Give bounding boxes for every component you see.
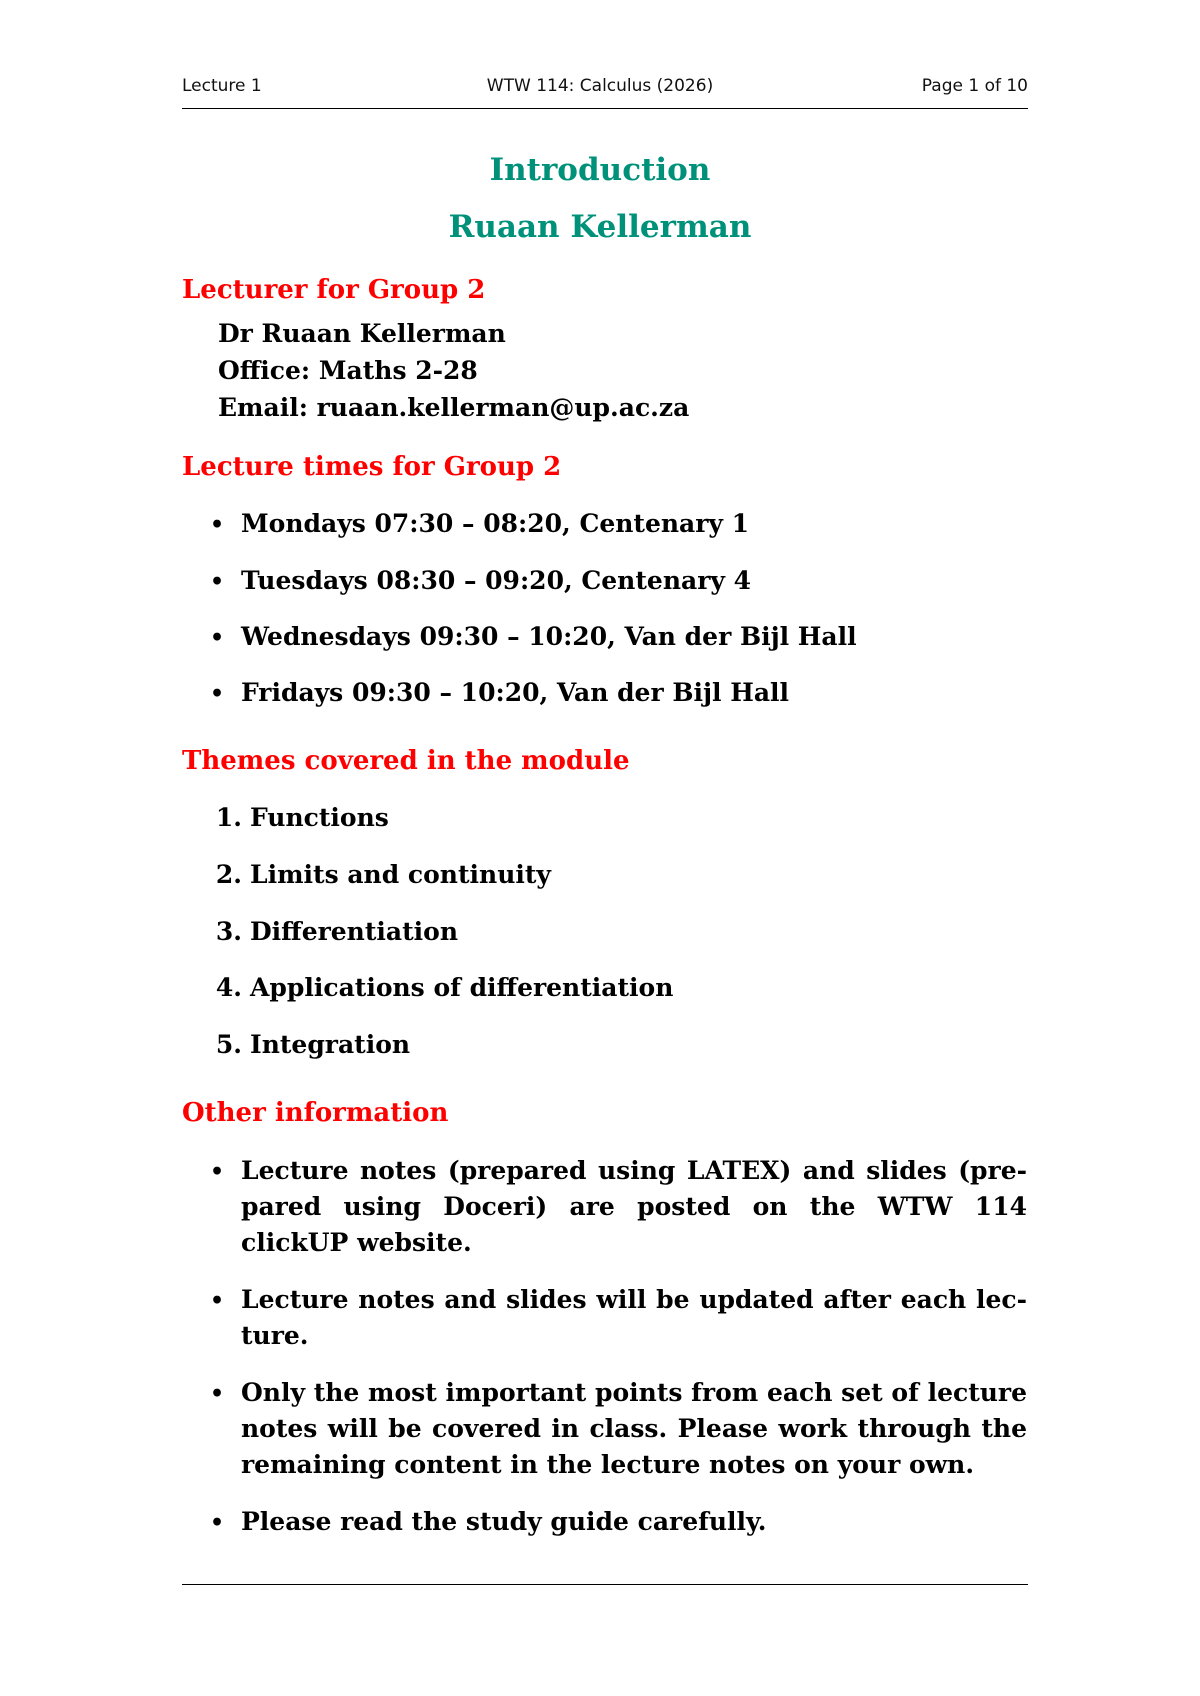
list-item-text: Applications of differentiation	[250, 973, 674, 1002]
list-item: Mondays 07:30 – 08:20, Centenary 1	[241, 509, 750, 538]
list-number: 3.	[215, 917, 242, 946]
page-title: Introduction	[489, 152, 711, 188]
bullet-icon: •	[210, 569, 225, 595]
list-item-line: remaining content in the lecture notes on your own.	[241, 1450, 975, 1479]
list-item-line: Lecture notes (prepared using LATEX) and slides (pre-	[241, 1156, 1027, 1185]
list-number: 1.	[215, 803, 242, 832]
list-item	[241, 1504, 1027, 1540]
header-page-number: Page 1 of 10	[921, 76, 1028, 96]
lecturer-email: Email: ruaan.kellerman@up.ac.za	[218, 393, 690, 422]
list-item-line: Only the most important points from each set of lecture	[241, 1378, 1027, 1407]
bullet-icon: •	[210, 1381, 225, 1407]
header-rule	[182, 108, 1028, 109]
list-item-text: Differentiation	[250, 917, 458, 946]
list-item	[212, 860, 551, 889]
lecturer-name: Dr Ruaan Kellerman	[218, 319, 506, 348]
list-item: Tuesdays 08:30 – 09:20, Centenary 4	[241, 566, 751, 595]
list-item-line: pared using Doceri) are posted on the WTW 114	[241, 1192, 1027, 1221]
lecturer-office: Office: Maths 2-28	[218, 356, 478, 385]
list-item	[241, 1375, 1027, 1483]
list-item: Fridays 09:30 – 10:20, Van der Bijl Hall	[241, 678, 790, 707]
bullet-icon: •	[210, 512, 225, 538]
list-item-text: Functions	[250, 803, 389, 832]
list-item	[212, 803, 389, 832]
section-heading-lecturer: Lecturer for Group 2	[182, 275, 486, 305]
bullet-icon: •	[210, 1159, 225, 1185]
list-item-line: Lecture notes and slides will be updated after each lec-	[241, 1285, 1027, 1314]
list-item	[241, 1153, 1027, 1261]
author-name: Ruaan Kellerman	[448, 209, 752, 245]
bullet-icon: •	[210, 1510, 225, 1536]
list-number: 5.	[215, 1030, 242, 1059]
list-item: Wednesdays 09:30 – 10:20, Van der Bijl Hall	[241, 622, 857, 651]
footer-rule	[182, 1584, 1028, 1585]
list-item	[212, 917, 458, 946]
section-heading-lecture-times: Lecture times for Group 2	[182, 452, 562, 482]
list-item	[212, 1030, 410, 1059]
bullet-icon: •	[210, 681, 225, 707]
bullet-icon: •	[210, 625, 225, 651]
header-lecture-number: Lecture 1	[182, 76, 262, 96]
section-heading-other-information: Other information	[182, 1098, 449, 1128]
section-heading-themes: Themes covered in the module	[182, 746, 630, 776]
list-item-line: notes will be covered in class. Please work through the	[241, 1414, 1027, 1443]
list-item-line: Please read the study guide carefully.	[241, 1507, 767, 1536]
bullet-icon: •	[210, 1288, 225, 1314]
header-course-title: WTW 114: Calculus (2026)	[486, 76, 714, 96]
list-item-text: Limits and continuity	[250, 860, 551, 889]
list-item	[212, 973, 673, 1002]
list-number: 4.	[215, 973, 242, 1002]
list-item-line: clickUP website.	[241, 1228, 472, 1257]
list-item	[241, 1282, 1027, 1354]
list-number: 2.	[215, 860, 242, 889]
list-item-text: Integration	[250, 1030, 411, 1059]
list-item-line: ture.	[241, 1321, 309, 1350]
